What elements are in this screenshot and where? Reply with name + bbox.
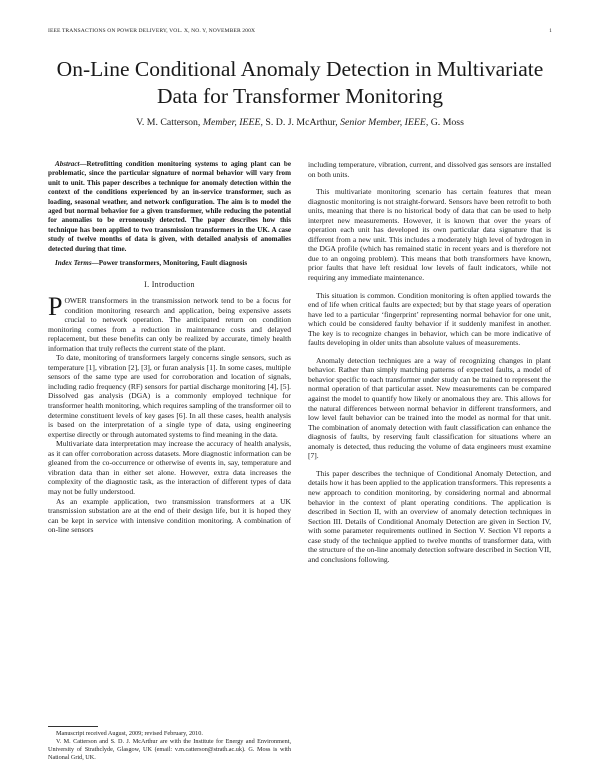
right-column xyxy=(308,160,551,564)
author-list xyxy=(40,117,560,128)
right-paragraph-2: This situation is common. Condition monitoring is often applied towards the end of life when critical faults are expected; but by that stage years of operation have led to a particular ‘fingerprint’ representing normal behavior for one unit, which could be considered faulty behavior if it suddenly manifest in another. The key is to recognize changes in behavior, which can be more indicative of faults developing in older units than absolute values of measurements. xyxy=(308,290,551,348)
paper-title: On-Line Conditional Anomaly Detection in Multivariate Data for Transformer Monitoring xyxy=(56,57,544,108)
intro-paragraph-4: As an example application, two transmission transformers at a UK transmission substation are at the end of their design life, but it is hoped they can be kept in service with intensive condition monitoring. A combination of on-line sensors xyxy=(48,496,291,535)
right-paragraph-3: Anomaly detection techniques are a way of recognizing changes in plant behavior. Rather than simply matching patterns of expected faults, a model of behavior specific to each transformer under study can be trained to represent the normal operation of that particular asset. New measurements can be compared against the model to quantify how likely or anomalous they are. This allows for the natural differences between normal behavior in different transformers, and low level fault behavior can be trained into the model as normal for that unit. The combination of anomaly detection with fault classification can enhance the diagnosis of faults, by reserving fault classification for situations where an anomaly is detected, thus reducing the volume of data engineers must examine [7]. xyxy=(308,355,551,461)
section-heading: I. Introduction xyxy=(144,280,195,290)
index-terms-text: —Power transformers, Monitoring, Fault diagnosis xyxy=(91,259,248,268)
left-column xyxy=(48,160,291,535)
index-terms-label: Index Terms xyxy=(55,259,92,268)
author-1-role: Member, IEEE xyxy=(202,117,261,128)
intro-paragraph-2: To date, monitoring of transformers largely concerns single sensors, such as temperature [1], vibration [2], [3], or furan analysis [1]. In some cases, multiple sensors of the same type are used for corroboration and location of signals, including radio frequency (RF) sensors for partial discharge monitoring [4], [5]. Dissolved gas analysis (DGA) is a commonly employed technique for transformer health monitoring, which requires sampling of the transformer oil to determine constituent levels of key gases [6]. In all these cases, health analysis is based on the interpretation of a single type of data, using engineering expertise directly or through automated systems to find meaning in the data. xyxy=(48,353,291,439)
running-head xyxy=(48,28,552,34)
footnote-rule xyxy=(48,726,98,727)
intro-paragraph-1 xyxy=(48,292,291,353)
intro-paragraph-3: Multivariate data interpretation may increase the accuracy of health analysis, as it can offer corroboration across datasets. More diagnostic information can be gleaned from the co-occurrence or otherwise of events in, say, temperature and vibration data than in either set alone. However, extra data increases the complexity of the diagnostic task, as the interaction of different types of data may not be fully understood. xyxy=(48,439,291,496)
right-paragraph-4: This paper describes the technique of Conditional Anomaly Detection, and details how it has been applied to the application transformers. This represents a new approach to condition monitoring, by considering normal and abnormal behavior in the context of plant operating conditions. The application is described in Section II, with an overview of anomaly detection techniques in Section III. Details of Conditional Anomaly Detection are given in Section IV, with some parameter requirements outlined in Section V. Section VI reports a case study of the technique applied to twelve months of transformer data, with the structure of the on-line anomaly detection software described in Section VII, and conclusions following. xyxy=(308,468,551,564)
page-number: 1 xyxy=(549,28,552,34)
drop-cap: P xyxy=(48,292,63,322)
right-paragraph-0: including temperature, vibration, current, and dissolved gas sensors are installed on both units. xyxy=(308,160,551,179)
footnote-received: Manuscript received August, 2009; revised February, 2010. xyxy=(56,730,203,737)
footnote xyxy=(48,726,291,762)
author-1-name: V. M. Catterson, xyxy=(136,117,203,128)
abstract-text: —Retrofitting condition monitoring systems to aging plant can be problematic, since the particular signature of normal behavior will vary from unit to unit. This paper describes a technique for anomaly detection within the context of the conditions experienced by an in-service transformer, such as loading, seasonal weather, and network configuration. The aim is to model the aged but normal behavior for a given transformer, while reducing the potential for anomalies to be erroneously detected. The paper describes how this technique has been applied to two transmission transformers in the UK. A case study of twelve months of data is given, with detailed analysis of anomalies detected during that time. xyxy=(48,160,291,253)
intro-paragraph-1-text: OWER transformers in the transmission network tend to be a focus for condition monitoring research and application, being expensive assets crucial to network operation. The anticipated return on condition monitoring comes from a reduction in maintenance costs and delayed replacement, but these benefits can only be realized by accurate, timely health information that truly reflects the current state of the plant. xyxy=(48,296,291,353)
author-2-name: , S. D. J. McArthur, xyxy=(260,117,341,128)
author-2-role: Senior Member, IEEE xyxy=(340,117,426,128)
right-paragraph-1: This multivariate monitoring scenario has certain features that mean diagnostic monitoring is not straight-forward. Sensors have been retrofit to both units, meaning that there is no historical body of data that can be used to help interpret new measurements. However, it is known that over the years of operation each unit has developed its own particular data signature that is different from a new unit. This includes a moderately high level of hydrogen in the DGA profile (which has remained static in recent years and is therefore not due to an ongoing problem). This means that both transformers have known, prior faults that have left residual low levels of fault indicators, while not requiring any immediate maintenance. xyxy=(308,187,551,283)
index-terms xyxy=(48,259,291,268)
journal-header: IEEE TRANSACTIONS ON POWER DELIVERY, VOL. X, NO. Y, NOVEMBER 200X xyxy=(48,28,256,34)
abstract xyxy=(48,160,291,254)
abstract-label: Abstract xyxy=(55,160,80,168)
footnote-affiliation: V. M. Catterson and S. D. J. McArthur are with the Institute for Energy and Environment, University of Strathclyde, Glasgow, UK (email: v.m.catterson@strath.ac.uk). G. Moss is with National Grid, UK. xyxy=(48,738,291,761)
author-3-name: , G. Moss xyxy=(425,117,464,128)
